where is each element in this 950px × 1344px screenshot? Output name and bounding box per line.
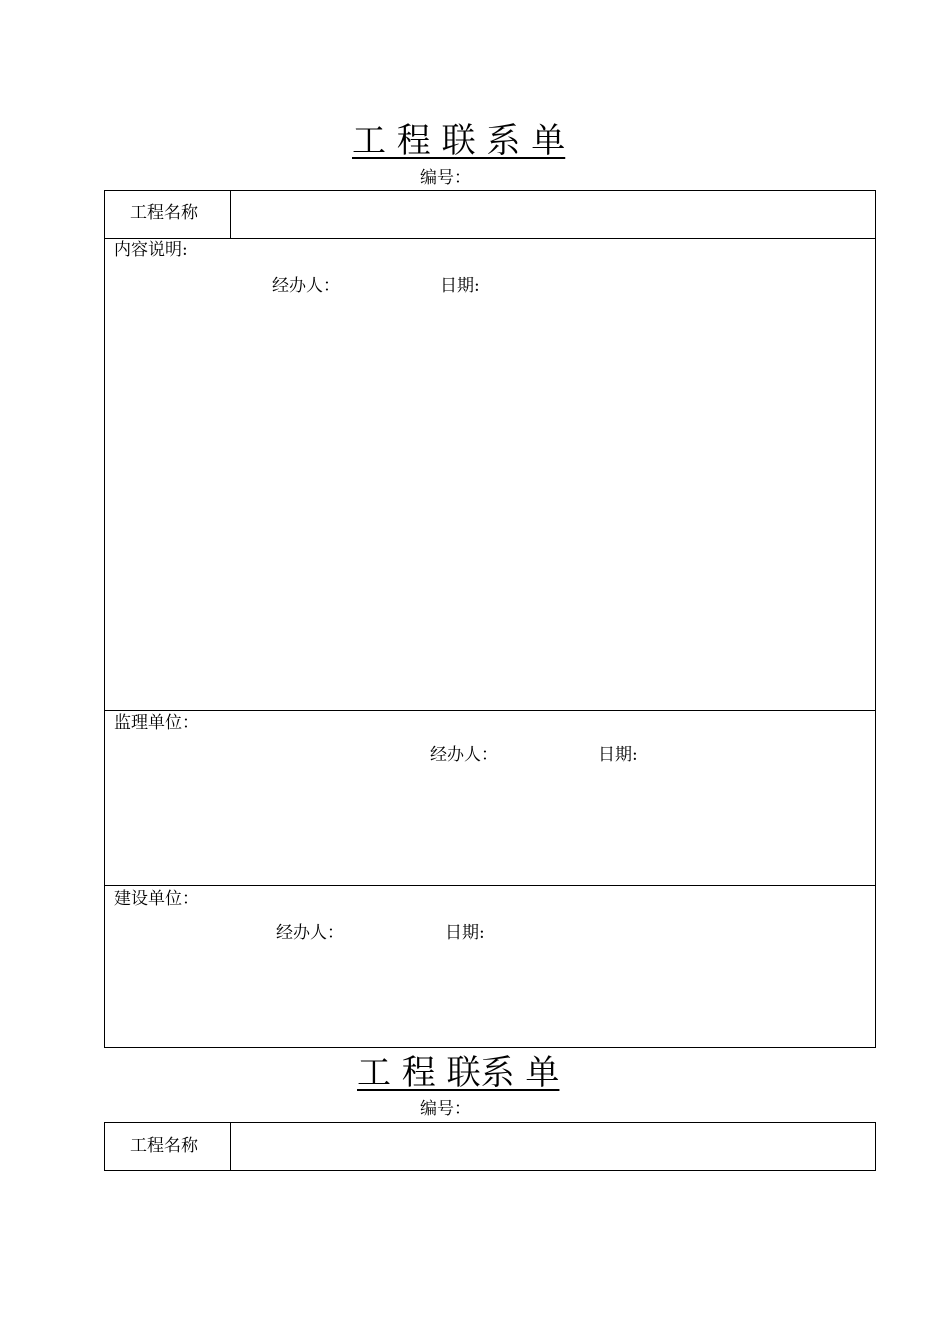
construction-handler-label: 经办人： (276, 923, 344, 943)
construction-date-label: 日期: (445, 923, 485, 943)
form1-row-divider (104, 885, 876, 886)
form1-title: 工 程 联 系 单 (352, 121, 566, 161)
form1-project-name-label: 工程名称 (130, 203, 198, 223)
form1-project-name-field[interactable] (240, 205, 860, 225)
supervision-handler-label: 经办人： (430, 745, 498, 765)
form1-row-divider (104, 710, 876, 711)
form2-project-name-field[interactable] (240, 1138, 860, 1158)
form1-name-divider (230, 190, 231, 238)
supervision-label: 监理单位： (114, 713, 199, 733)
form2-project-name-label: 工程名称 (130, 1136, 198, 1156)
content-date-label: 日期: (440, 276, 480, 296)
form1-table (104, 190, 876, 1048)
content-label: 内容说明: (114, 240, 188, 260)
content-handler-label: 经办人： (272, 276, 340, 296)
form1-number-label: 编号： (420, 168, 471, 188)
form1-row-divider (104, 238, 876, 239)
form2-title: 工 程 联系 单 (357, 1053, 560, 1093)
form2-name-divider (230, 1122, 231, 1171)
form2-number-label: 编号： (420, 1099, 471, 1119)
supervision-date-label: 日期: (598, 745, 638, 765)
construction-label: 建设单位： (114, 889, 199, 909)
